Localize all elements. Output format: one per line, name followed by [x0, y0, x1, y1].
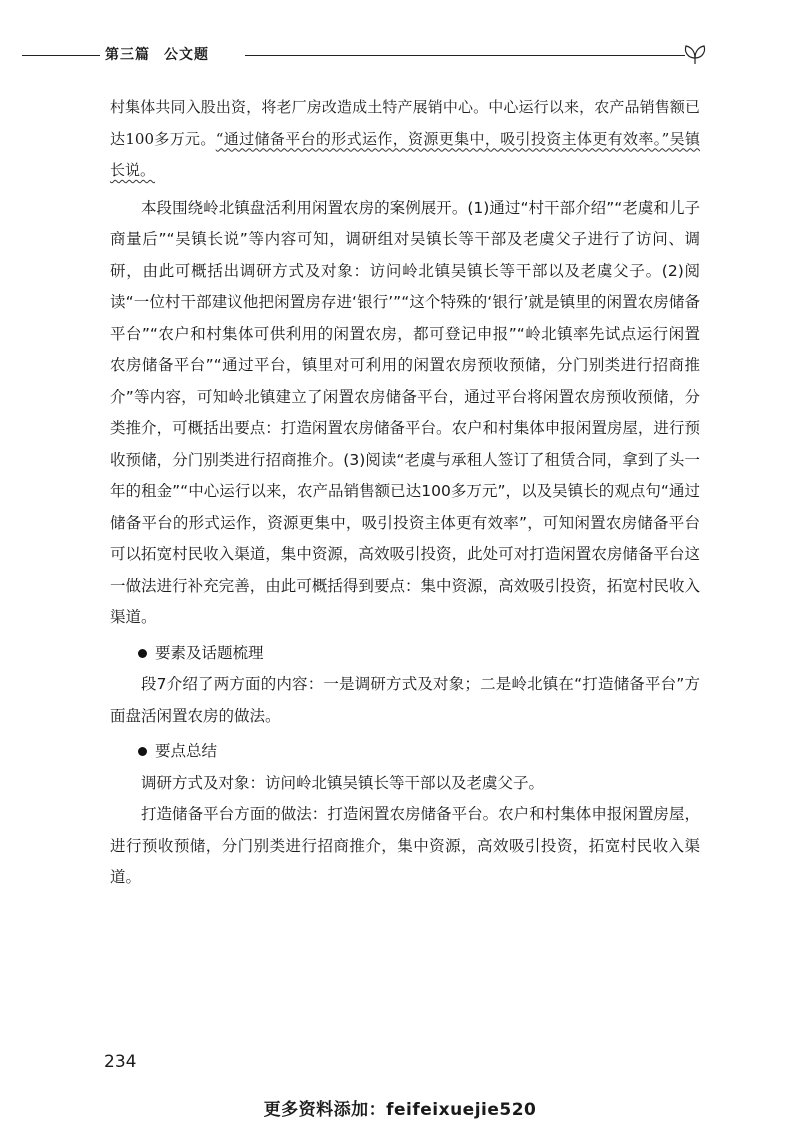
page-number: 234 — [104, 1052, 137, 1072]
section-elements-title: 要素及话题梳理 — [155, 643, 264, 662]
footer-note: 更多资料添加：feifeixuejie520 — [263, 1100, 537, 1120]
bullet-icon — [138, 649, 147, 658]
section-elements-text: 段7介绍了两方面的内容：一是调研方式及对象；二是岭北镇在“打造储备平台”方面盘活闲置农房的做法。 — [110, 675, 700, 725]
part-label: 第三篇 — [105, 47, 150, 63]
analysis-paragraph: 本段围绕岭北镇盘活利用闲置农房的案例展开。(1)通过“村干部介绍”“老虞和儿子商量后”“吴镇长说”等内容可知，调研组对吴镇长等干部及老虞父子进行了访问、调研，由此可概括出调研方式及对象：访问岭北镇吴镇长等干部以及老虞父子。(2)阅读“一位村干部建议他把闲置房存进‘银行’”“这个特殊的‘银行’就是镇里的闲置农房储备平台”“农户和村集体可供利用的闲置农房，都可登记申报”“岭北镇率先试点运行闲置农房储备平台”“通过平台，镇里对可利用的闲置农房预收预储，分门别类进行招商推介”等内容，可知岭北镇建立了闲置农房储备平台，通过平台将闲置农房预收预储，分类推介，可概括出要点：打造闲置农房储备平台。农户和村集体申报闲置房屋，进行预收预储，分门别类进行招商推介。(3)阅读“老虞与承租人签订了租赁合同，拿到了头一年的租金”“中心运行以来，农产品销售额已达100多万元”，以及吴镇长的观点句“通过储备平台的形式运作，资源更集中，吸引投资主体更有效率”，可知闲置农房储备平台可以拓宽村民收入渠道，集中资源，高效吸引投资，此处可对打造闲置农房储备平台这一做法进行补充完善，由此可概括得到要点：集中资源，高效吸引投资，拓宽村民收入渠道。 — [110, 198, 700, 626]
header-text — [105, 44, 209, 64]
bullet-icon — [138, 747, 147, 756]
leaf-ornament-icon — [680, 40, 710, 66]
summary-line-platform: 打造储备平台方面的做法：打造闲置农房储备平台。农户和村集体申报闲置房屋，进行预收预储，分门别类进行招商推介，集中资源，高效吸引投资，拓宽村民收入渠道。 — [110, 805, 700, 886]
page-header — [0, 40, 800, 70]
continuation-paragraph — [110, 92, 700, 187]
mayor-quote: “通过储备平台的形式运作，资源更集中，吸引投资主体更有效率。”吴镇长说。 — [110, 129, 700, 179]
section-summary-title: 要点总结 — [155, 742, 218, 760]
section-elements-heading — [138, 638, 700, 670]
summary-line-method: 调研方式及对象：访问岭北镇吴镇长等干部以及老虞父子。 — [141, 773, 545, 792]
section-title: 公文题 — [164, 47, 209, 63]
page-content — [110, 92, 700, 894]
header-rule-right — [245, 55, 685, 56]
section-summary-heading — [138, 736, 700, 768]
continuation-text: 村集体共同入股出资，将老厂房改造成土特产展销中心。中心运行以来，农产品销售额已达100多万元。 — [110, 98, 700, 148]
header-rule-left — [22, 55, 100, 56]
